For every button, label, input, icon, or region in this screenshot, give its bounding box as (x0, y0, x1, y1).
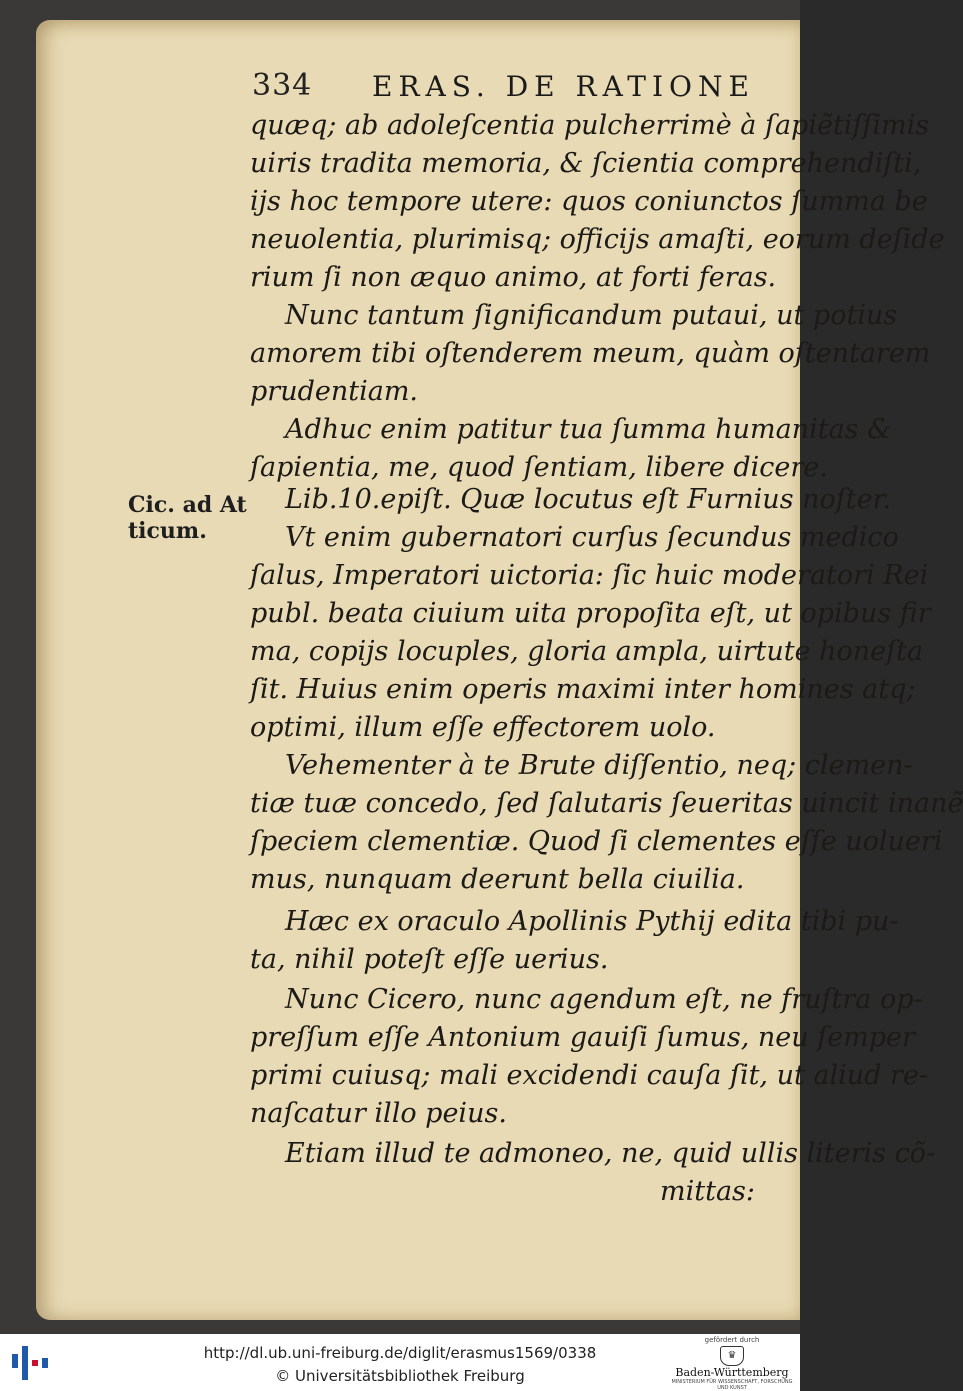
catchword: mittas: (660, 1176, 755, 1207)
text-line: ſalus, Imperatori uictoria: ſic huic moderatori Rei (250, 560, 929, 591)
text-line: prudentiam. (250, 376, 418, 407)
text-line: Nunc Cicero, nunc agendum eſt, ne fruſtra op- (285, 984, 923, 1015)
text-line: Lib.10.epiſt. Quæ locutus eſt Furnius noſter. (285, 484, 892, 515)
text-line: ma, copijs locuples, gloria ampla, uirtute honeſta (250, 636, 924, 667)
text-line: tiæ tuæ concedo, ſed ſalutaris ſeueritas uincit inanẽ (250, 788, 963, 819)
text-line: ſapientia, me, quod ſentiam, libere dicere. (250, 452, 828, 483)
page-number: 334 (252, 68, 313, 103)
margin-note-line: Cic. ad At (128, 492, 247, 518)
text-line: rium ſi non æquo animo, at forti feras. (250, 262, 777, 293)
text-line: naſcatur illo peius. (250, 1098, 507, 1129)
coat-of-arms-icon: ♛ (720, 1346, 744, 1366)
text-line: uiris tradita memoria, & ſcientia comprehendiſti, (250, 148, 922, 179)
document-url-link[interactable]: http://dl.ub.uni-freiburg.de/diglit/erasmus1569/0338 (203, 1344, 597, 1362)
text-line: ijs hoc tempore utere: quos coniunctos ſumma be (250, 186, 928, 217)
funder-subtitle: MINISTERIUM FÜR WISSENSCHAFT, FORSCHUNG UND KUNST (671, 1379, 793, 1391)
viewer-footer (0, 1334, 800, 1391)
text-line: Vehementer à te Brute diſſentio, neq; clemen- (285, 750, 913, 781)
text-line: optimi, illum eſſe effectorem uolo. (250, 712, 716, 743)
copyright-text: © Universitätsbibliothek Freiburg (275, 1367, 525, 1385)
text-line: ſit. Huius enim operis maximi inter homines atq; (250, 674, 916, 705)
text-line: primi cuiusq; mali excidendi cauſa ſit, ut aliud re- (250, 1060, 929, 1091)
text-line: mus, nunquam deerunt bella ciuilia. (250, 864, 745, 895)
running-head (252, 68, 772, 108)
text-line: Adhuc enim patitur tua ſumma humanitas & (285, 414, 892, 445)
text-line: ſpeciem clementiæ. Quod ſi clementes eſſe uolueri (250, 826, 943, 857)
funder-label: gefördert durch (704, 1336, 760, 1344)
text-line: Hæc ex oraculo Apollinis Pythij edita tibi pu- (285, 906, 899, 937)
funder-logo (668, 1336, 796, 1390)
margin-note-line: ticum. (128, 518, 207, 544)
text-line: neuolentia, plurimisq; officijs amaſti, eorum deſide (250, 224, 945, 255)
text-line: quæq; ab adoleſcentia pulcherrimè à ſapiẽtiſſimis (250, 110, 930, 141)
funder-name: Baden-Württemberg (675, 1366, 789, 1379)
text-line: Etiam illud te admoneo, ne, quid ullis literis cõ- (285, 1138, 936, 1169)
text-line: preſſum eſſe Antonium gauiſi ſumus, neu ſemper (250, 1022, 915, 1053)
text-line: amorem tibi oſtenderem meum, quàm oſtentarem (250, 338, 931, 369)
text-line: ta, nihil poteſt eſſe uerius. (250, 944, 609, 975)
running-head-title: ERAS. DE RATIONE (372, 70, 755, 103)
text-line: Vt enim gubernatori curſus ſecundus medico (285, 522, 899, 553)
text-line: Nunc tantum ſignificandum putaui, ut potius (285, 300, 898, 331)
text-line: publ. beata ciuium uita propoſita eſt, ut opibus fir (250, 598, 931, 629)
